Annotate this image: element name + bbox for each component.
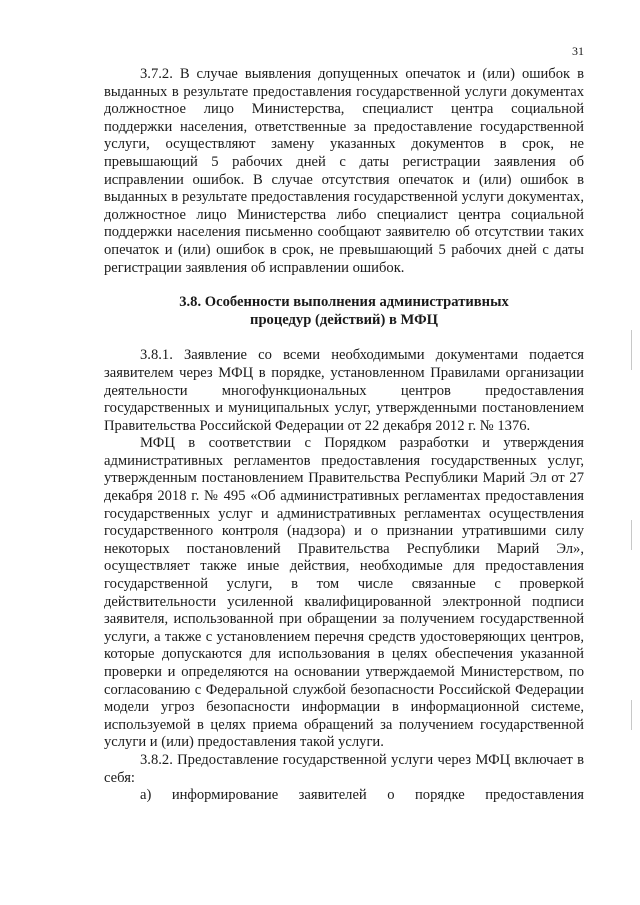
scan-edge-mark — [631, 520, 632, 550]
paragraph-3-8-1: 3.8.1. Заявление со всеми необходимыми документами подается заявителем через МФЦ в порядке, установленном Правилами организации деятельности многофункциональных центров предоставления государственных и муниципальных услуг, утвержденными постановлением Правительства Российской Федерации от 22 декабря 2012 г. № 1376. — [104, 347, 584, 434]
paragraph-3-7-2: 3.7.2. В случае выявления допущенных опечаток и (или) ошибок в выданных в результате предоставления государственной услуги документах должностное лицо Министерства, специалист центра социальной поддержки населения, ответственные за предоставление государственной услуги, осуществляют замену указанных документов в срок, не превышающий 5 рабочих дней с даты регистрации заявления об исправлении ошибок. В случае отсутствия опечаток и (или) ошибок в выданных в результате предоставления государственной услуги документах, должностное лицо Министерства либо специалист центра социальной поддержки населения письменно сообщают заявителю об отсутствии таких опечаток и (или) ошибок в срок, не превышающий 5 рабочих дней с даты регистрации заявления об исправлении ошибок. — [104, 66, 584, 276]
page-number: 31 — [572, 44, 584, 58]
document-body — [104, 66, 584, 805]
section-heading-3-8 — [104, 294, 584, 329]
section-heading-line-2: процедур (действий) в МФЦ — [250, 311, 438, 328]
list-item-a-word: о — [387, 787, 395, 804]
list-item-a-word: порядке — [414, 787, 465, 804]
list-item-a-word: а) — [140, 787, 152, 804]
list-item-a — [104, 787, 584, 805]
scan-edge-mark — [631, 330, 632, 370]
list-item-a-word: информирование — [171, 787, 279, 804]
paragraph-3-8-2: 3.8.2. Предоставление государственной услуги через МФЦ включает в себя: — [104, 751, 584, 786]
paragraph-mfc-actions: МФЦ в соответствии с Порядком разработки и утверждения административных регламентов предоставления государственных услуг, утвержденным постановлением Правительства Республики Марий Эл от 27 декабря 2018 г. № 495 «Об административных регламентах предоставления государственных услуг и административных регламентах осуществления государственного контроля (надзора) и о признании утратившими силу некоторых постановлений Правительства Республики Марий Эл», осуществляет также иные действия, необходимые для предоставления государственной услуги, в том числе связанные с проверкой действительности усиленной квалифицированной электронной подписи заявителя, использованной при обращении за получением государственной услуги, а также с установлением перечня средств удостоверяющих центров, которые допускаются для использования в целях обеспечения указанной проверки и определяются на основании утверждаемой Министерством, по согласованию с Федеральной службой безопасности Российской Федерации модели угроз безопасности информации в информационной системе, используемой в целях приема обращений за получением государственной услуги и (или) предоставления такой услуги. — [104, 435, 584, 751]
list-item-a-word: предоставления — [485, 787, 584, 804]
list-item-a-word: заявителей — [298, 787, 367, 804]
scan-edge-mark — [631, 700, 632, 730]
section-heading-line-1: 3.8. Особенности выполнения административных — [179, 294, 509, 311]
